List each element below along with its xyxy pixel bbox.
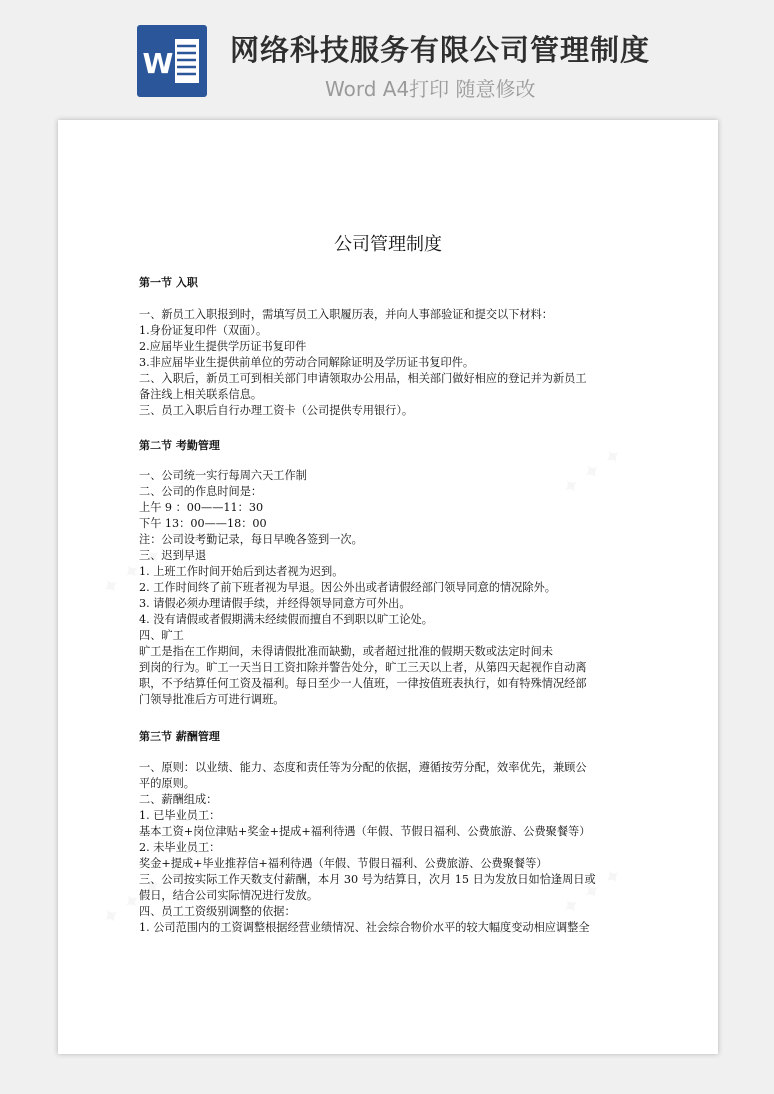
banner-title: 网络科技服务有限公司管理制度 — [230, 33, 651, 67]
text-line: 一、新员工入职报到时，需填写员工入职履历表，并向人事部验证和提交以下材料： — [139, 308, 553, 321]
text-line: 2. 未毕业员工： — [139, 841, 221, 854]
text-line: 门领导批准后方可进行调班。 — [139, 693, 285, 706]
text-line: 三、公司按实际工作天数支付薪酬，本月 30 号为结算日，次月 15 日为发放日如恰逢周日或 — [139, 873, 596, 886]
text-line: 备注线上相关联系信息。 — [139, 388, 263, 401]
text-line: 3.非应届毕业生提供前单位的劳动合同解除证明及学历证书复印件。 — [139, 356, 475, 369]
banner — [0, 0, 774, 118]
word-icon — [135, 25, 207, 97]
text-line: 3. 请假必须办理请假手续，并经得领导同意方可外出。 — [139, 597, 411, 610]
text-line: 4. 没有请假或者假期满未经续假而擅自不到职以旷工论处。 — [139, 613, 433, 626]
text-line: 1.身份证复印件（双面）。 — [139, 324, 268, 337]
section-heading-onboarding: 第一节 入职 — [139, 276, 198, 289]
section-heading-attendance: 第二节 考勤管理 — [139, 439, 220, 452]
word-icon-letter: W — [142, 47, 174, 80]
text-line: 一、公司统一实行每周六天工作制 — [139, 469, 307, 482]
text-line: 假日，结合公司实际情况进行发放。 — [139, 889, 319, 902]
text-line: 平的原则。 — [139, 777, 195, 790]
text-line: 二、公司的作息时间是： — [139, 485, 263, 498]
text-line: 奖金+提成+毕业推荐信+福利待遇（年假、节假日福利、公费旅游、公费聚餐等） — [139, 857, 548, 870]
text-line: 三、迟到早退 — [139, 549, 207, 562]
text-line: 二、入职后，新员工可到相关部门申请领取办公用品，相关部门做好相应的登记并为新员工 — [139, 372, 587, 385]
text-line: 2.应届毕业生提供学历证书复印件 — [139, 340, 307, 353]
text-line: 1. 已毕业员工： — [139, 809, 221, 822]
text-line: 注：公司设考勤记录，每日早晚各签到一次。 — [139, 533, 363, 546]
text-line: 1. 上班工作时间开始后到达者视为迟到。 — [139, 565, 344, 578]
text-line: 基本工资+岗位津贴+奖金+提成+福利待遇（年假、节假日福利、公费旅游、公费聚餐等） — [139, 825, 591, 838]
document-title: 公司管理制度 — [334, 234, 442, 255]
text-line: 三、员工入职后自行办理工资卡（公司提供专用银行）。 — [139, 404, 414, 417]
document-page — [58, 120, 718, 1054]
text-line: 职，不予结算任何工资及福利。每日至少一人值班，一律按值班表执行，如有特殊情况经部 — [139, 677, 587, 690]
text-line: 四、旷工 — [139, 629, 184, 642]
text-line: 二、薪酬组成： — [139, 793, 218, 806]
banner-subtitle: Word A4打印 随意修改 — [325, 77, 536, 101]
section-heading-compensation: 第三节 薪酬管理 — [139, 730, 220, 743]
text-line: 2. 工作时间终了前下班者视为早退。因公外出或者请假经部门领导同意的情况除外。 — [139, 581, 556, 594]
text-line: 1. 公司范围内的工资调整根据经营业绩情况、社会综合物价水平的较大幅度变动相应调整全 — [139, 921, 590, 934]
text-line: 旷工是指在工作期间，未得请假批准而缺勤，或者超过批准的假期天数或法定时间未 — [139, 645, 553, 658]
text-line: 一、原则：以业绩、能力、态度和责任等为分配的依据，遵循按劳分配，效率优先，兼顾公 — [139, 761, 587, 774]
text-line: 下午 13：00——18：00 — [139, 517, 267, 530]
text-line: 上午 9 ：00——11：30 — [139, 501, 264, 514]
text-line: 到岗的行为。旷工一天当日工资扣除并警告处分，旷工三天以上者，从第四天起视作自动离 — [139, 661, 587, 674]
text-line: 四、员工工资级别调整的依据： — [139, 905, 296, 918]
